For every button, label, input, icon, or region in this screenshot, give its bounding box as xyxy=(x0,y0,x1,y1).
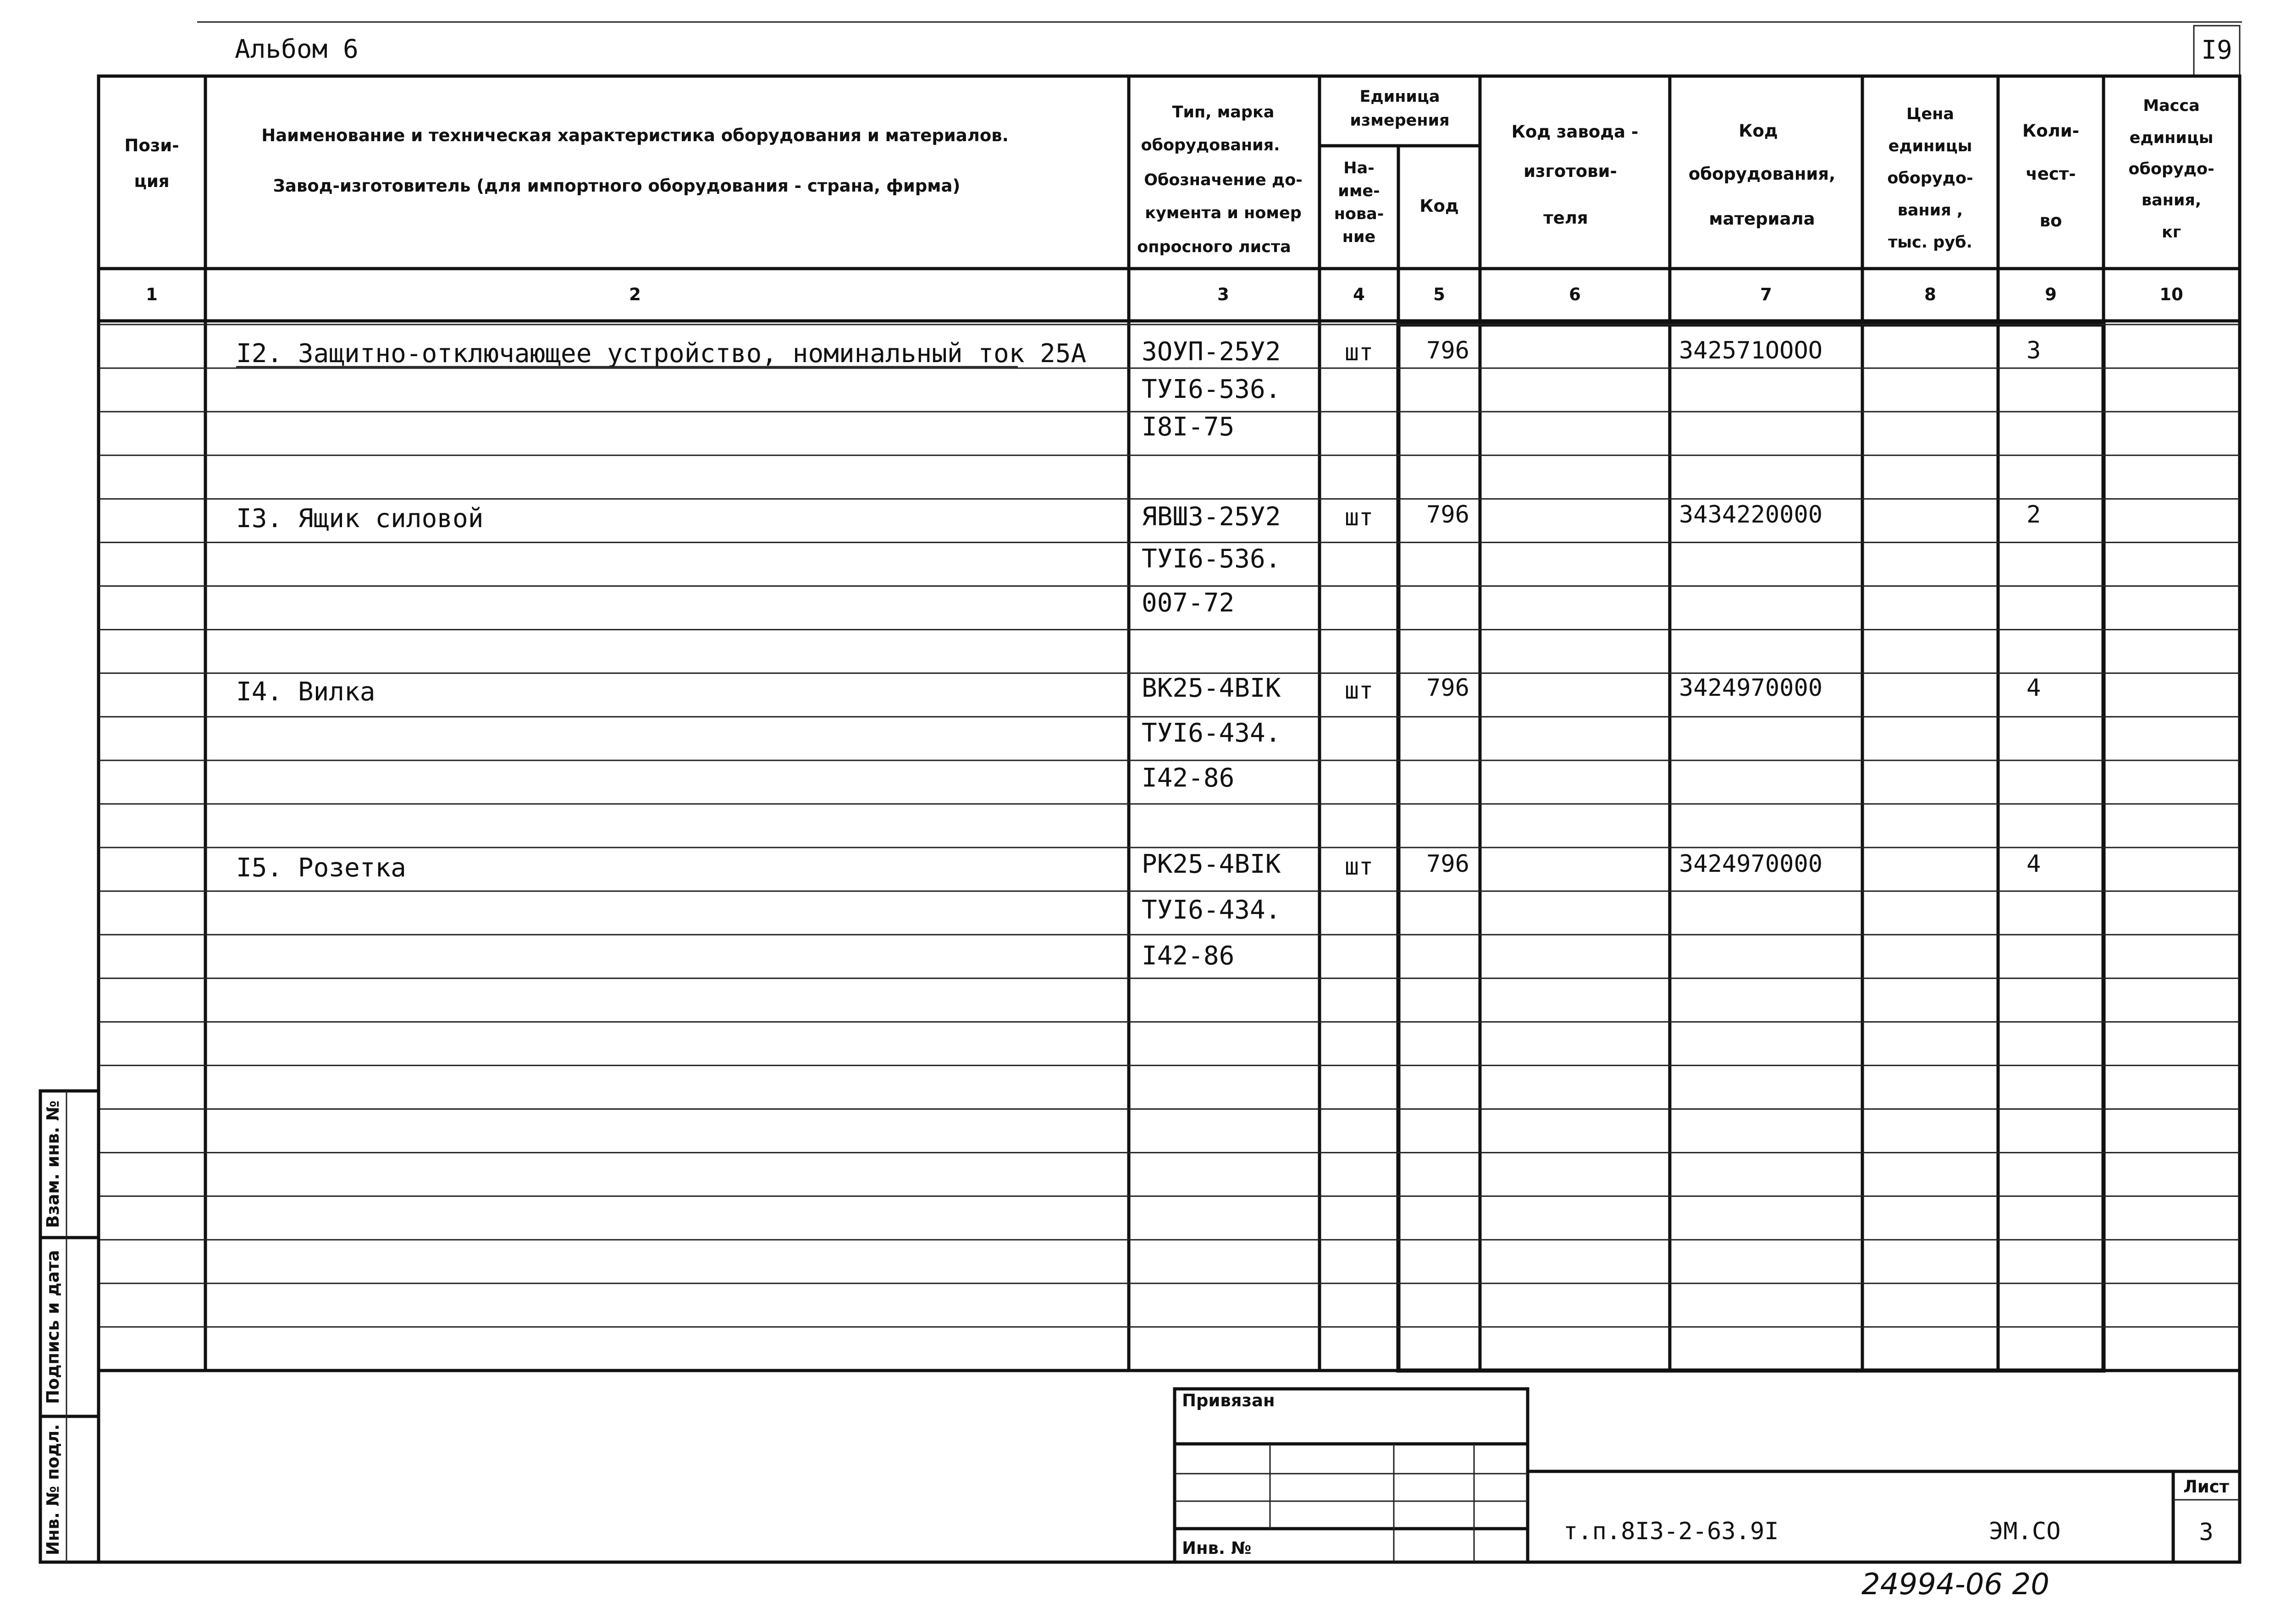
col1-line1: Пози- xyxy=(124,136,179,155)
item-type-line: I42-86 xyxy=(1142,941,1235,971)
col7-line3: материала xyxy=(1709,209,1815,229)
colnum-8: 8 xyxy=(1924,285,1936,304)
section-code: ЭМ.СО xyxy=(1989,1518,2061,1545)
column-header-4 xyxy=(1334,159,1384,246)
column-numbers xyxy=(146,285,2183,304)
item-unit-code: 796 xyxy=(1426,850,1469,878)
col5-header: Код xyxy=(1419,196,1459,216)
col3-line3: Обозначение до- xyxy=(1144,171,1303,189)
row-lines xyxy=(99,325,2240,1327)
colnum-2: 2 xyxy=(629,285,641,304)
item-equipment-code: 3434220000 xyxy=(1679,501,1823,528)
column-header-8 xyxy=(1887,105,1973,252)
item-type-line: 007-72 xyxy=(1142,588,1235,618)
item-type-line: ТУI6-434. xyxy=(1142,718,1281,748)
col4-line2: име- xyxy=(1338,182,1380,200)
side-stamp-original-inv: Инв. № подл. xyxy=(43,1424,63,1556)
col4-line3: нова- xyxy=(1334,205,1384,223)
item-equipment-code: 3424970000 xyxy=(1679,674,1823,702)
item-name: I3. Ящик силовой xyxy=(236,504,484,534)
column-header-3 xyxy=(1137,103,1303,256)
item-type-line: ТУI6-536. xyxy=(1142,374,1281,404)
item-unit-code: 796 xyxy=(1426,337,1469,364)
col3-line5: опросного листа xyxy=(1137,238,1291,256)
item-name: I4. Вилка xyxy=(236,677,375,707)
handwritten-archive-number: 24994-06 20 xyxy=(1861,1568,2049,1602)
col10-line5: кг xyxy=(2161,223,2181,242)
table-row-item-12 xyxy=(236,337,2041,442)
item-name: I5. Розетка xyxy=(236,853,406,883)
item-quantity: 3 xyxy=(2027,337,2041,364)
col1-line2: ция xyxy=(134,171,170,191)
item-name: I2. Защитно-отключающее устройство, номинальный ток 25А xyxy=(236,339,1087,369)
column-header-7 xyxy=(1689,121,1835,229)
col10-line1: Масса xyxy=(2143,97,2200,115)
inventory-label: Инв. № xyxy=(1182,1538,1252,1558)
side-stamp-signature-date: Подпись и дата xyxy=(43,1250,63,1404)
title-block xyxy=(1175,1389,2240,1562)
col6-line1: Код завода - xyxy=(1511,122,1639,142)
column-header-10 xyxy=(2128,97,2214,242)
colnum-7: 7 xyxy=(1760,285,1772,304)
col8-line4: вания , xyxy=(1897,201,1963,220)
item-type-line: ТУI6-536. xyxy=(1142,544,1281,574)
item-type-line: ТУI6-434. xyxy=(1142,895,1281,925)
unit-group-line1: Единица xyxy=(1359,88,1440,106)
item-type-line: ЗОУП-25У2 xyxy=(1142,337,1281,367)
sheet-label: Лист xyxy=(2183,1477,2230,1497)
colnum-6: 6 xyxy=(1569,285,1581,304)
col10-line2: единицы xyxy=(2129,129,2214,147)
col3-line2: оборудования. xyxy=(1141,136,1280,154)
col8-line3: оборудо- xyxy=(1887,169,1973,187)
item-type-line: I8I-75 xyxy=(1142,412,1235,442)
sheet-frame xyxy=(99,76,2240,1562)
page-number: I9 xyxy=(2201,35,2232,65)
side-stamp-replacement: Взам. инв. № xyxy=(43,1100,63,1228)
col8-line2: единицы xyxy=(1888,137,1972,155)
column-header-6 xyxy=(1512,122,1639,228)
column-header-unit-group xyxy=(1350,88,1449,130)
sheet-number: 3 xyxy=(2199,1519,2214,1546)
item-type-line: ЯВШЗ-25У2 xyxy=(1142,502,1281,532)
item-type-line: I42-86 xyxy=(1142,763,1235,793)
colnum-1: 1 xyxy=(146,285,158,304)
col9-line1: Коли- xyxy=(2022,121,2080,141)
item-unit: шт xyxy=(1344,504,1374,531)
column-header-2 xyxy=(261,126,1009,196)
side-stamp xyxy=(40,1091,99,1562)
table-row-item-13 xyxy=(236,501,2041,618)
album-label: Альбом 6 xyxy=(235,34,359,64)
colnum-10: 10 xyxy=(2159,285,2183,304)
col10-line3: оборудо- xyxy=(2128,160,2214,178)
item-type-line: ВК25-4ВIК xyxy=(1142,673,1281,703)
binding-label: Привязан xyxy=(1182,1391,1275,1410)
colnum-5: 5 xyxy=(1433,285,1445,304)
table-row-item-14 xyxy=(236,673,2041,793)
item-unit-code: 796 xyxy=(1426,501,1469,528)
col10-line4: вания, xyxy=(2141,191,2202,209)
col9-line2: чест- xyxy=(2026,164,2076,184)
item-quantity: 4 xyxy=(2027,850,2041,878)
item-unit: шт xyxy=(1344,677,1374,705)
colnum-4: 4 xyxy=(1353,285,1365,304)
item-unit: шт xyxy=(1344,339,1374,366)
col9-line3: во xyxy=(2039,211,2062,231)
table-row-item-15 xyxy=(236,849,2041,971)
colnum-3: 3 xyxy=(1217,285,1229,304)
item-unit-code: 796 xyxy=(1426,674,1469,702)
item-unit: шт xyxy=(1344,853,1374,881)
item-type-line: РК25-4ВIК xyxy=(1142,849,1281,879)
column-header-9 xyxy=(2022,121,2079,231)
col2-line1: Наименование и техническая характеристика оборудования и материалов. xyxy=(261,126,1009,145)
column-header-1 xyxy=(124,136,179,191)
item-equipment-code: 342571OOOO xyxy=(1679,337,1823,364)
col7-line2: оборудования, xyxy=(1688,164,1836,184)
document-code: т.п.8I3-2-63.9I xyxy=(1563,1518,1779,1545)
item-quantity: 2 xyxy=(2027,501,2041,528)
col6-line3: теля xyxy=(1543,208,1588,228)
col2-line2: Завод-изготовитель (для импортного оборудования - страна, фирма) xyxy=(273,176,961,196)
col6-line2: изготови- xyxy=(1524,161,1617,181)
colnum-9: 9 xyxy=(2045,285,2057,304)
item-equipment-code: 3424970000 xyxy=(1679,850,1823,878)
col4-line1: На- xyxy=(1343,159,1375,177)
col8-line5: тыс. руб. xyxy=(1888,233,1972,252)
col3-line4: кумента и номер xyxy=(1145,204,1302,222)
col7-line1: Код xyxy=(1739,121,1778,141)
col3-line1: Тип, марка xyxy=(1172,103,1275,121)
col4-line4: ние xyxy=(1342,228,1376,246)
unit-group-line2: измерения xyxy=(1350,111,1450,130)
col8-line1: Цена xyxy=(1906,105,1955,123)
item-quantity: 4 xyxy=(2027,674,2041,702)
